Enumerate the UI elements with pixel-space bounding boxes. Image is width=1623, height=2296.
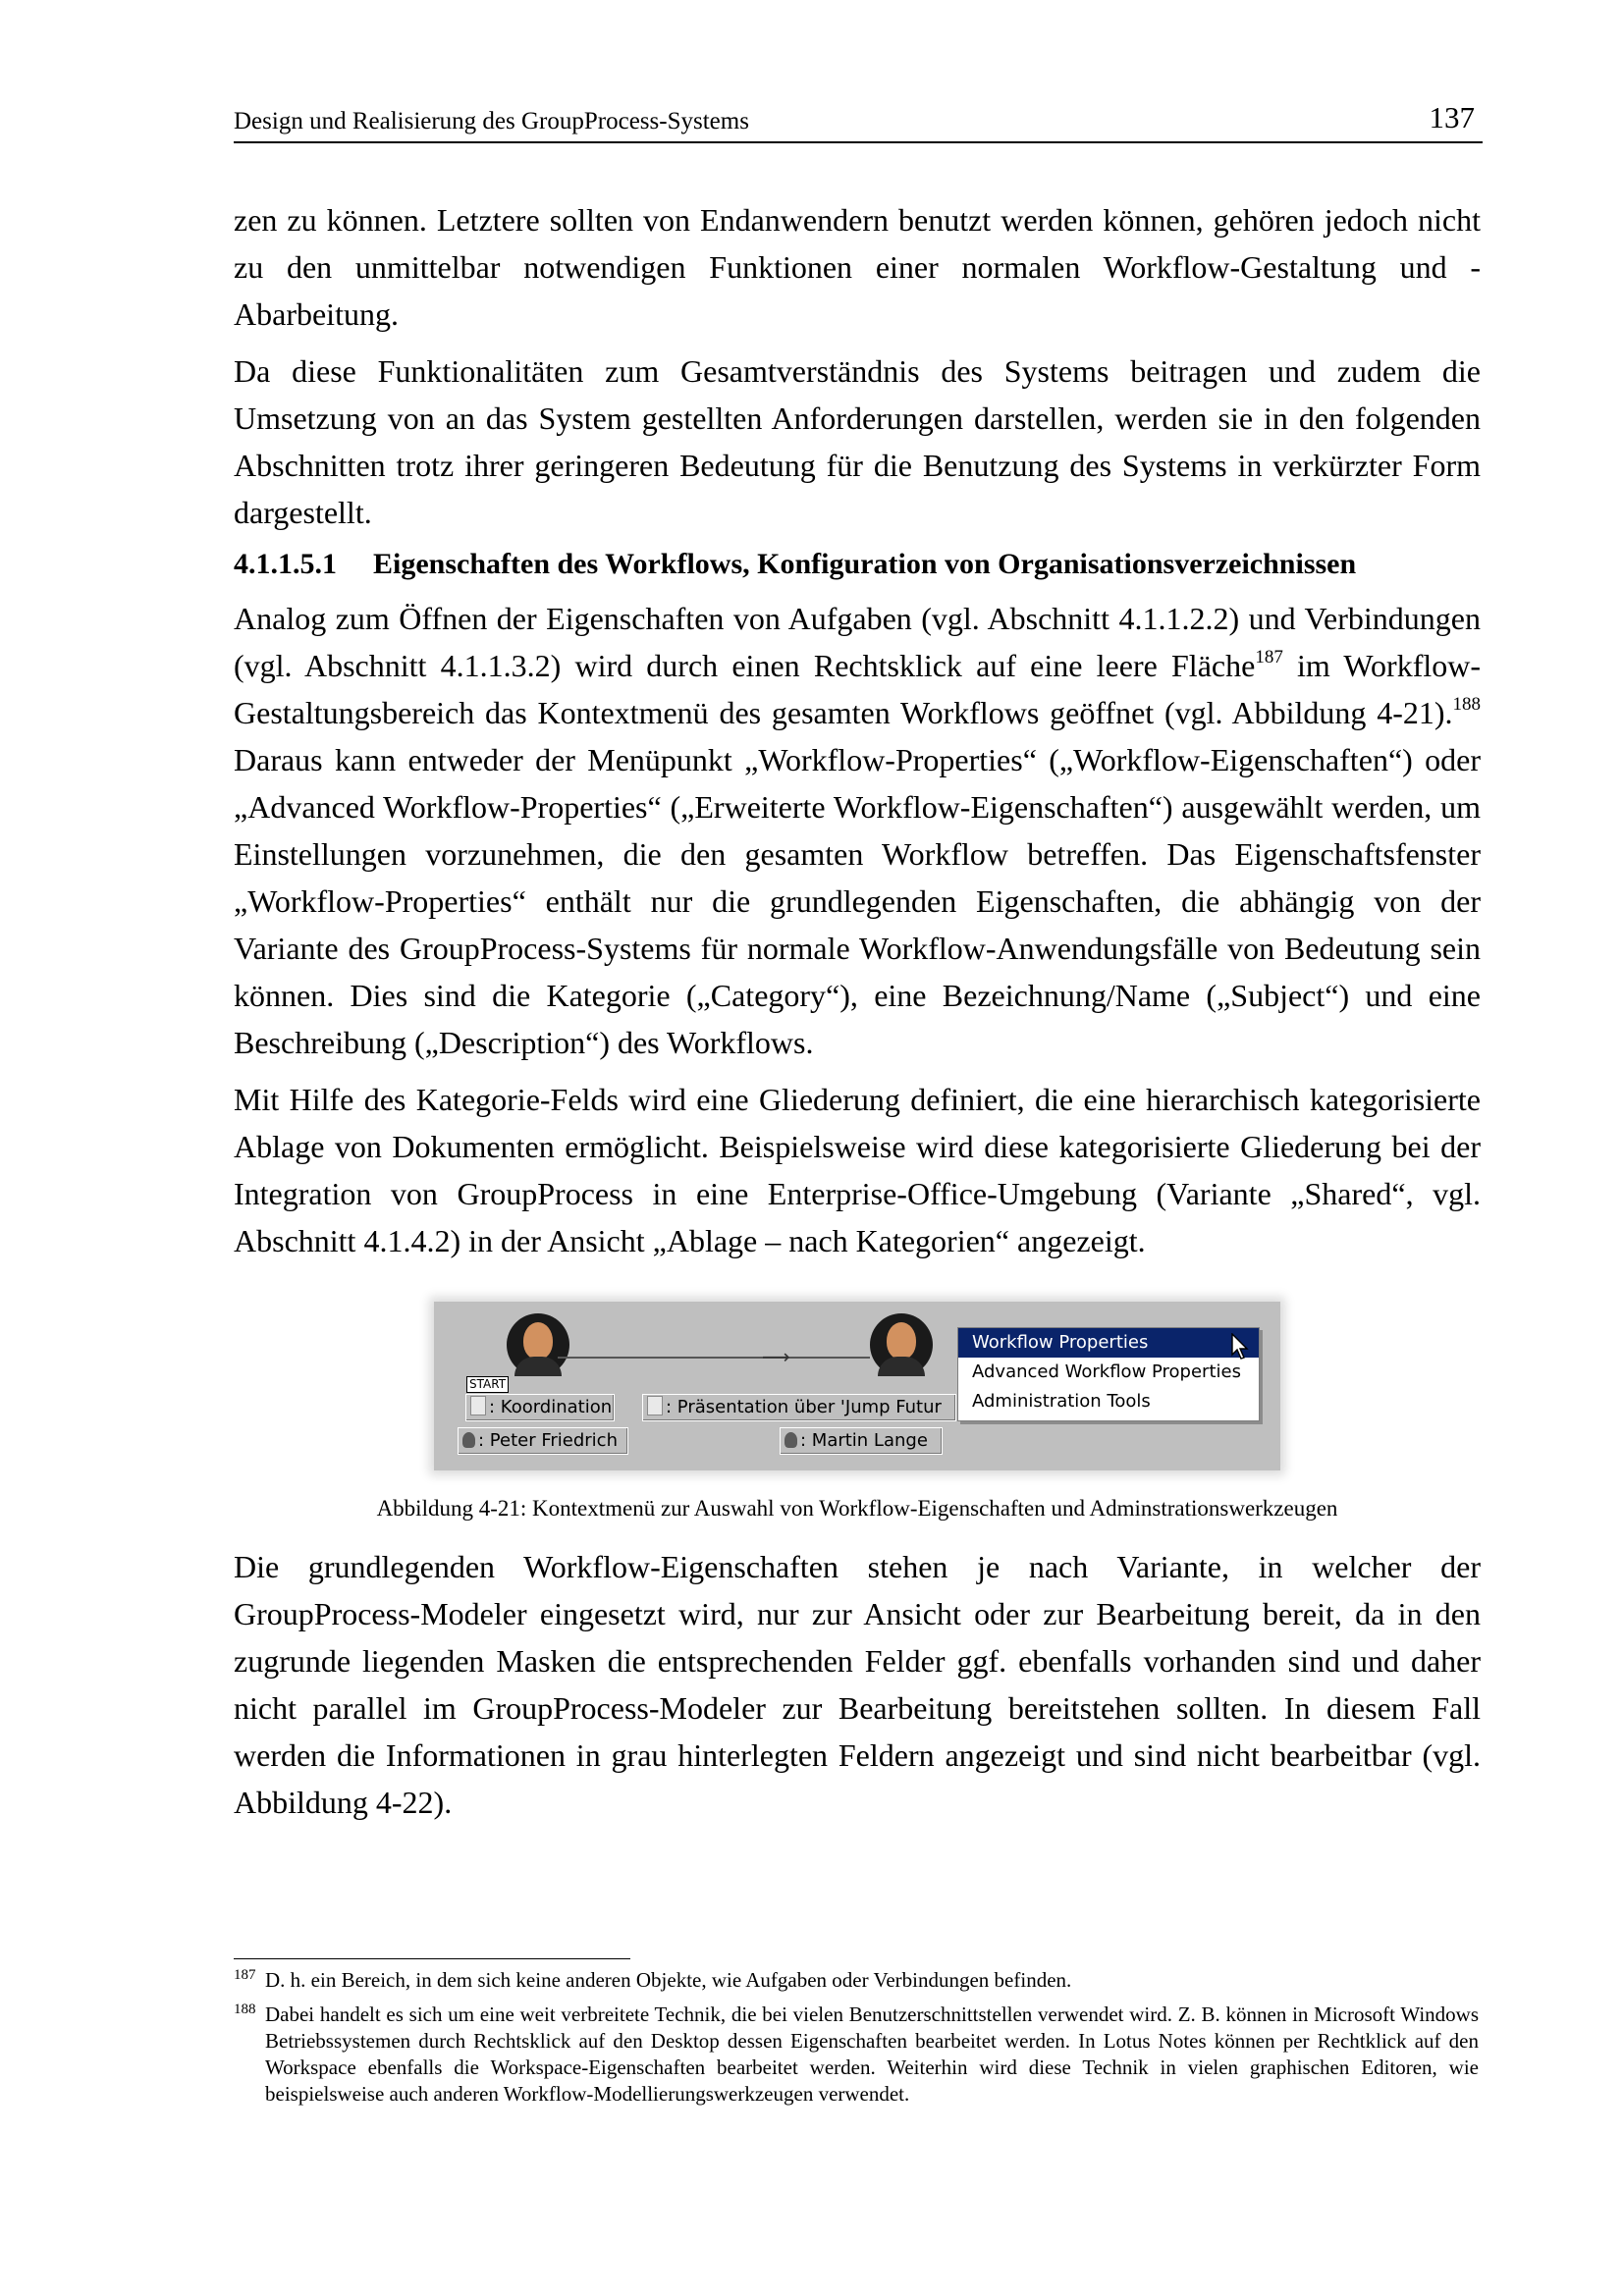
paragraph-3 bbox=[234, 595, 1481, 1066]
paragraph-3-part-2: im Workflow-Gestaltungsbereich das Kontextmenü des gesamten Workflows geöffnet (vgl. Abbildung 4-21). bbox=[234, 648, 1482, 730]
task-praesentation-label: : Präsentation über 'Jump Futur bbox=[666, 1397, 942, 1417]
paragraph-2: Da diese Funktionalitäten zum Gesamtverständnis des Systems beitragen und zudem die Umsetzung von an das System gestellten Anforderungen darstellen, werden sie in den folgenden Abschnitten trotz ihrer geringeren Bedeutung für die Benutzung des Systems in verkürzter Form dargestellt. bbox=[234, 353, 1481, 530]
person-martin-lange[interactable] bbox=[780, 1427, 943, 1455]
context-menu bbox=[957, 1327, 1260, 1421]
connection-arrow-icon: ⟶ bbox=[762, 1345, 790, 1368]
running-title: Design und Realisierung des GroupProcess-Systems bbox=[234, 108, 749, 134]
paragraph-4: Mit Hilfe des Kategorie-Felds wird eine Gliederung definiert, die eine hierarchisch kategorisierte Ablage von Dokumenten ermöglicht. Beispielsweise wird diese kategorisierte Gliederung bei der Integration von GroupProcess in eine Enterprise-Office-Umgebung (Variante „Shared“, vgl. Abschnitt 4.1.4.2) in der Ansicht „Ablage – nach Kategorien“ angezeigt. bbox=[234, 1082, 1481, 1258]
body-text-top bbox=[234, 196, 1481, 1264]
footnote-text: D. h. ein Bereich, in dem sich keine anderen Objekte, wie Aufgaben oder Verbindungen befinden. bbox=[265, 1968, 1072, 1992]
workflow-context-menu-figure bbox=[434, 1302, 1280, 1470]
page-header bbox=[234, 96, 1483, 143]
footnote-ref-187[interactable]: 187 bbox=[1255, 647, 1283, 667]
body-text-bottom bbox=[234, 1543, 1481, 1826]
person-icon bbox=[784, 1432, 797, 1448]
menu-item-administration-tools[interactable]: Administration Tools bbox=[972, 1391, 1151, 1412]
page-number: 137 bbox=[1429, 100, 1475, 134]
paragraph-3-part-3: Daraus kann entweder der Menüpunkt „Workflow-Properties“ („Workflow-Eigenschaften“) oder „Advanced Workflow-Properties“ („Erweiterte Workflow-Eigenschaften“) ausgewählt werden, um Einstellungen vorzunehmen, die den gesamten Workflow betreffen. Das Eigenschaftsfenster „Workflow-Properties“ enthält nur die grundlegenden Eigenschaften, die abhängig von der Variante des GroupProcess-Systems für normale Workflow-Anwendungsfälle von Bedeutung sein können. Dies sind die Kategorie („Category“), eine Bezeichnung/Name („Subject“) und eine Beschreibung („Description“) des Workflows. bbox=[234, 742, 1481, 1060]
figure-caption: Abbildung 4-21: Kontextmenü zur Auswahl von Workflow-Eigenschaften und Adminstrationswerkzeugen bbox=[376, 1496, 1338, 1521]
section-number: 4.1.1.5.1 bbox=[234, 548, 337, 580]
footnotes bbox=[234, 1967, 1479, 2115]
footnote-188 bbox=[234, 2002, 1479, 2108]
footnote-number: 187 bbox=[234, 1967, 256, 1983]
section-heading bbox=[234, 542, 1481, 587]
task-praesentation[interactable] bbox=[642, 1394, 956, 1421]
person-martin-lange-label: : Martin Lange bbox=[800, 1430, 928, 1451]
avatar-martin-lange[interactable] bbox=[870, 1313, 933, 1376]
footnote-text: Dabei handelt es sich um eine weit verbreitete Technik, die bei vielen Benutzerschnittstellen verwendet wird. Z. B. können in Microsoft Windows Betriebssystemen durch Rechtsklick auf den Desktop dessen Eigenschaften bearbeitet werden. In Lotus Notes können per Rechtklick auf den Workspace ebenfalls die Workspace-Eigenschaften bearbeitet werden. Weiterhin wird diese Technik in vielen graphischen Editoren, wie beispielsweise auch anderen Workflow-Modellierungswerkzeugen verwendet. bbox=[265, 2002, 1479, 2106]
person-peter-friedrich[interactable] bbox=[458, 1427, 628, 1455]
footnote-187 bbox=[234, 1967, 1479, 1994]
start-label: START bbox=[466, 1376, 509, 1393]
paragraph-3-part-1: Analog zum Öffnen der Eigenschaften von Aufgaben (vgl. Abschnitt 4.1.1.2.2) und Verbindungen (vgl. Abschnitt 4.1.1.3.2) wird durch einen Rechtsklick auf eine leere Fläche bbox=[234, 601, 1481, 683]
task-koordination[interactable] bbox=[465, 1394, 615, 1421]
task-icon bbox=[470, 1396, 486, 1415]
person-icon bbox=[462, 1432, 475, 1448]
footnote-number: 188 bbox=[234, 2002, 256, 2017]
task-icon bbox=[647, 1396, 663, 1415]
avatar-peter-friedrich[interactable] bbox=[507, 1313, 569, 1376]
menu-item-workflow-properties[interactable]: Workflow Properties bbox=[958, 1328, 1259, 1358]
mouse-cursor-icon bbox=[1231, 1333, 1249, 1361]
footnote-separator bbox=[234, 1958, 630, 1959]
menu-item-advanced-workflow-properties[interactable]: Advanced Workflow Properties bbox=[972, 1362, 1241, 1382]
task-koordination-label: : Koordination bbox=[489, 1397, 613, 1417]
paragraph-5: Die grundlegenden Workflow-Eigenschaften stehen je nach Variante, in welcher der GroupProcess-Modeler eingesetzt wird, nur zur Ansicht oder zur Bearbeitung bereit, da in den zugrunde liegenden Masken die entsprechenden Felder ggf. ebenfalls vorhanden sind und daher nicht parallel im GroupProcess-Modeler zur Bearbeitung bereitstehen sollten. In diesem Fall werden die Informationen in grau hinterlegten Feldern angezeigt und sind nicht bearbeitbar (vgl. Abbildung 4-22). bbox=[234, 1549, 1481, 1820]
paragraph-1: zen zu können. Letztere sollten von Endanwendern benutzt werden können, gehören jedoch nicht zu den unmittelbar notwendigen Funktionen einer normalen Workflow-Gestaltung und -Abarbeitung. bbox=[234, 202, 1481, 332]
person-peter-friedrich-label: : Peter Friedrich bbox=[478, 1430, 618, 1451]
workflow-connection[interactable] bbox=[558, 1357, 870, 1359]
section-title: Eigenschaften des Workflows, Konfiguration von Organisationsverzeichnissen bbox=[373, 548, 1357, 580]
footnote-ref-188[interactable]: 188 bbox=[1452, 694, 1481, 715]
